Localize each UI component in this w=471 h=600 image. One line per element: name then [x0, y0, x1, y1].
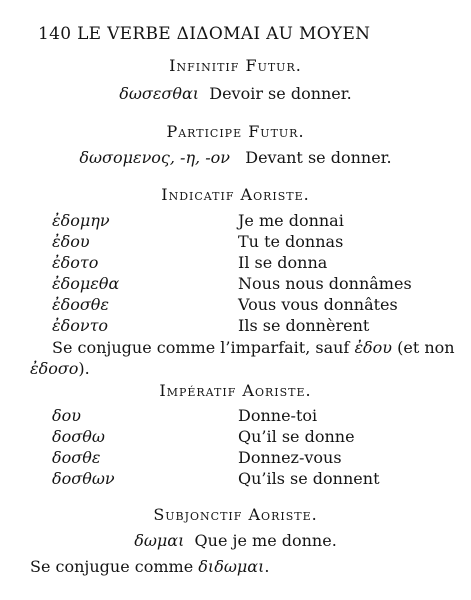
table-row: [52, 316, 432, 337]
subjonctif-french: Que je me donne.: [194, 531, 337, 550]
french-translation: Nous nous donnâmes: [238, 274, 412, 293]
greek-form: ἐδομεθα: [52, 274, 120, 293]
note-greek: ἐδου: [354, 338, 393, 357]
participe-line: [0, 148, 471, 167]
french-translation: Je me donnai: [238, 211, 344, 230]
greek-form: ἐδομην: [52, 211, 110, 230]
indicatif-note-line2: [30, 359, 90, 378]
greek-form: δοσθων: [52, 469, 115, 488]
note-text: .: [264, 557, 270, 576]
section-title-participe: Participe Futur.: [166, 122, 305, 141]
note-text: Se conjugue comme l’imparfait, sauf: [52, 338, 355, 357]
table-row: [52, 469, 432, 490]
greek-form: ἐδου: [52, 232, 90, 251]
section-title-subjonctif: Subjonctif Aoriste.: [153, 505, 318, 524]
greek-form: ἐδοτο: [52, 253, 99, 272]
page-number: 140: [38, 24, 72, 44]
page-title: LE VERBE ΔΙΔΟΜΑΙ AU MOYEN: [77, 24, 371, 44]
indicatif-note-line1: [52, 338, 455, 357]
table-row: [52, 406, 432, 427]
subjonctif-line: [0, 531, 471, 550]
greek-form: ἐδοσθε: [52, 295, 109, 314]
section-title-imperatif: Impératif Aoriste.: [159, 381, 312, 400]
note-text: ).: [78, 359, 90, 378]
french-translation: Qu’ils se donnent: [238, 469, 380, 488]
table-row: [52, 448, 432, 469]
participe-greek: δωσομενος, -η, -ον: [79, 148, 230, 167]
participe-french: Devant se donner.: [245, 148, 392, 167]
greek-form: ἐδοντο: [52, 316, 109, 335]
french-translation: Donnez-vous: [238, 448, 342, 467]
french-translation: Tu te donnas: [238, 232, 344, 251]
table-row: [52, 253, 432, 274]
french-translation: Qu’il se donne: [238, 427, 355, 446]
table-row: [52, 295, 432, 316]
subjonctif-note: [30, 557, 269, 576]
note-greek: διδωμαι: [198, 557, 265, 576]
table-row: [52, 274, 432, 295]
note-text: (et non: [392, 338, 455, 357]
section-title-infinitif: Infinitif Futur.: [169, 56, 302, 75]
note-greek: ἐδοσο: [30, 359, 79, 378]
page-header: [38, 24, 370, 44]
greek-form: δοσθω: [52, 427, 105, 446]
french-translation: Il se donna: [238, 253, 328, 272]
subjonctif-greek: δωμαι: [134, 531, 185, 550]
table-row: [52, 211, 432, 232]
greek-form: δου: [52, 406, 81, 425]
table-row: [52, 232, 432, 253]
french-translation: Vous vous donnâtes: [238, 295, 398, 314]
note-text: Se conjugue comme: [30, 557, 199, 576]
french-translation: Donne-toi: [238, 406, 318, 425]
section-title-indicatif: Indicatif Aoriste.: [161, 185, 310, 204]
infinitif-line: [0, 84, 471, 103]
greek-form: δοσθε: [52, 448, 101, 467]
french-translation: Ils se donnèrent: [238, 316, 370, 335]
table-row: [52, 427, 432, 448]
infinitif-greek: δωσεσθαι: [119, 84, 200, 103]
infinitif-french: Devoir se donner.: [209, 84, 352, 103]
